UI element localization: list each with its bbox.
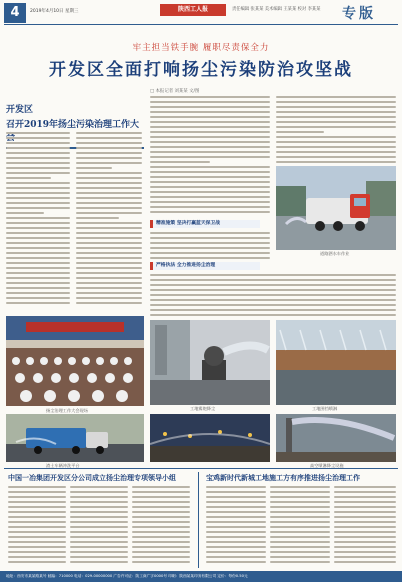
bottom-left-title: 中国一冶集团开发区分公司成立扬尘治理专项领导小组 [8,473,176,482]
main-headline: 开发区全面打响扬尘污染防治攻坚战 [49,60,353,80]
page-header [0,0,402,26]
header-rule [4,24,398,25]
caption-meeting: 扬尘治理工作大会现场 [46,408,88,413]
side-story-body-col1 [6,132,70,310]
bottom-left-col2 [70,486,128,568]
headline-kicker: 牢主担当铁手腕 履职尽责保全力 [132,43,270,53]
page-number: 4 [4,3,26,23]
side-story-body-col2 [76,132,142,310]
bottom-right-title: 宝鸡新时代新城工地施工方有序推进扬尘治理工作 [206,473,360,482]
sprinkler-truck-photo [276,166,396,250]
issue-date: 2019年4月10日 星期三 [30,9,79,14]
bottom-right-col1 [206,486,266,568]
bottom-left-col1 [8,486,66,568]
section-name: 专版 [342,6,376,22]
tower-spray-photo-2 [276,414,396,462]
section-tag-2: 严格执法 全力推进扬尘治理 [150,262,260,270]
newspaper-logo: 陕西工人报 [160,4,226,16]
editor-credits: 责任编辑 张某某 美术编辑 王某某 校对 李某某 [232,7,321,12]
caption-wall-spray: 工地围挡喷淋 [312,406,338,411]
page-footer: 地址：西安市某某路某号 邮编：710000 电话：029-00000000 广告许可证：陕工商广字0000号 印刷：陕西某某印务有限公司 定价：每份0.50元 [0,571,402,582]
bottom-vertical-divider [198,472,199,568]
bottom-left-col3 [132,486,190,568]
wall-spray-photo [276,320,396,405]
side-story-title-line1: 开发区 [6,105,34,115]
tower-spray-photo-1 [150,414,270,462]
bottom-divider [4,468,398,469]
tag1-body [150,232,270,262]
meeting-photo [6,316,144,406]
section-tag-1: 精准施策 坚决打赢蓝天保卫战 [150,220,260,228]
caption-sprinkler: 道路洒水车作业 [320,251,350,256]
side-story-title-line2: 召开2019年扬尘污染治理工作大 [6,120,140,130]
washing-platform-photo [6,414,144,462]
fog-cannon-photo [150,320,270,405]
bottom-right-col3 [334,486,396,568]
tag2-body [150,274,396,318]
caption-washing: 渣土车辆冲洗平台 [46,463,80,468]
caption-fog-cannon: 工地雾炮降尘 [190,406,216,411]
bottom-right-col2 [270,486,330,568]
main-story-body-col1 [150,96,270,216]
byline: □ 本报记者 刘某某 文/图 [150,89,200,94]
caption-tower-spray: 高空喷淋降尘设施 [310,463,344,468]
